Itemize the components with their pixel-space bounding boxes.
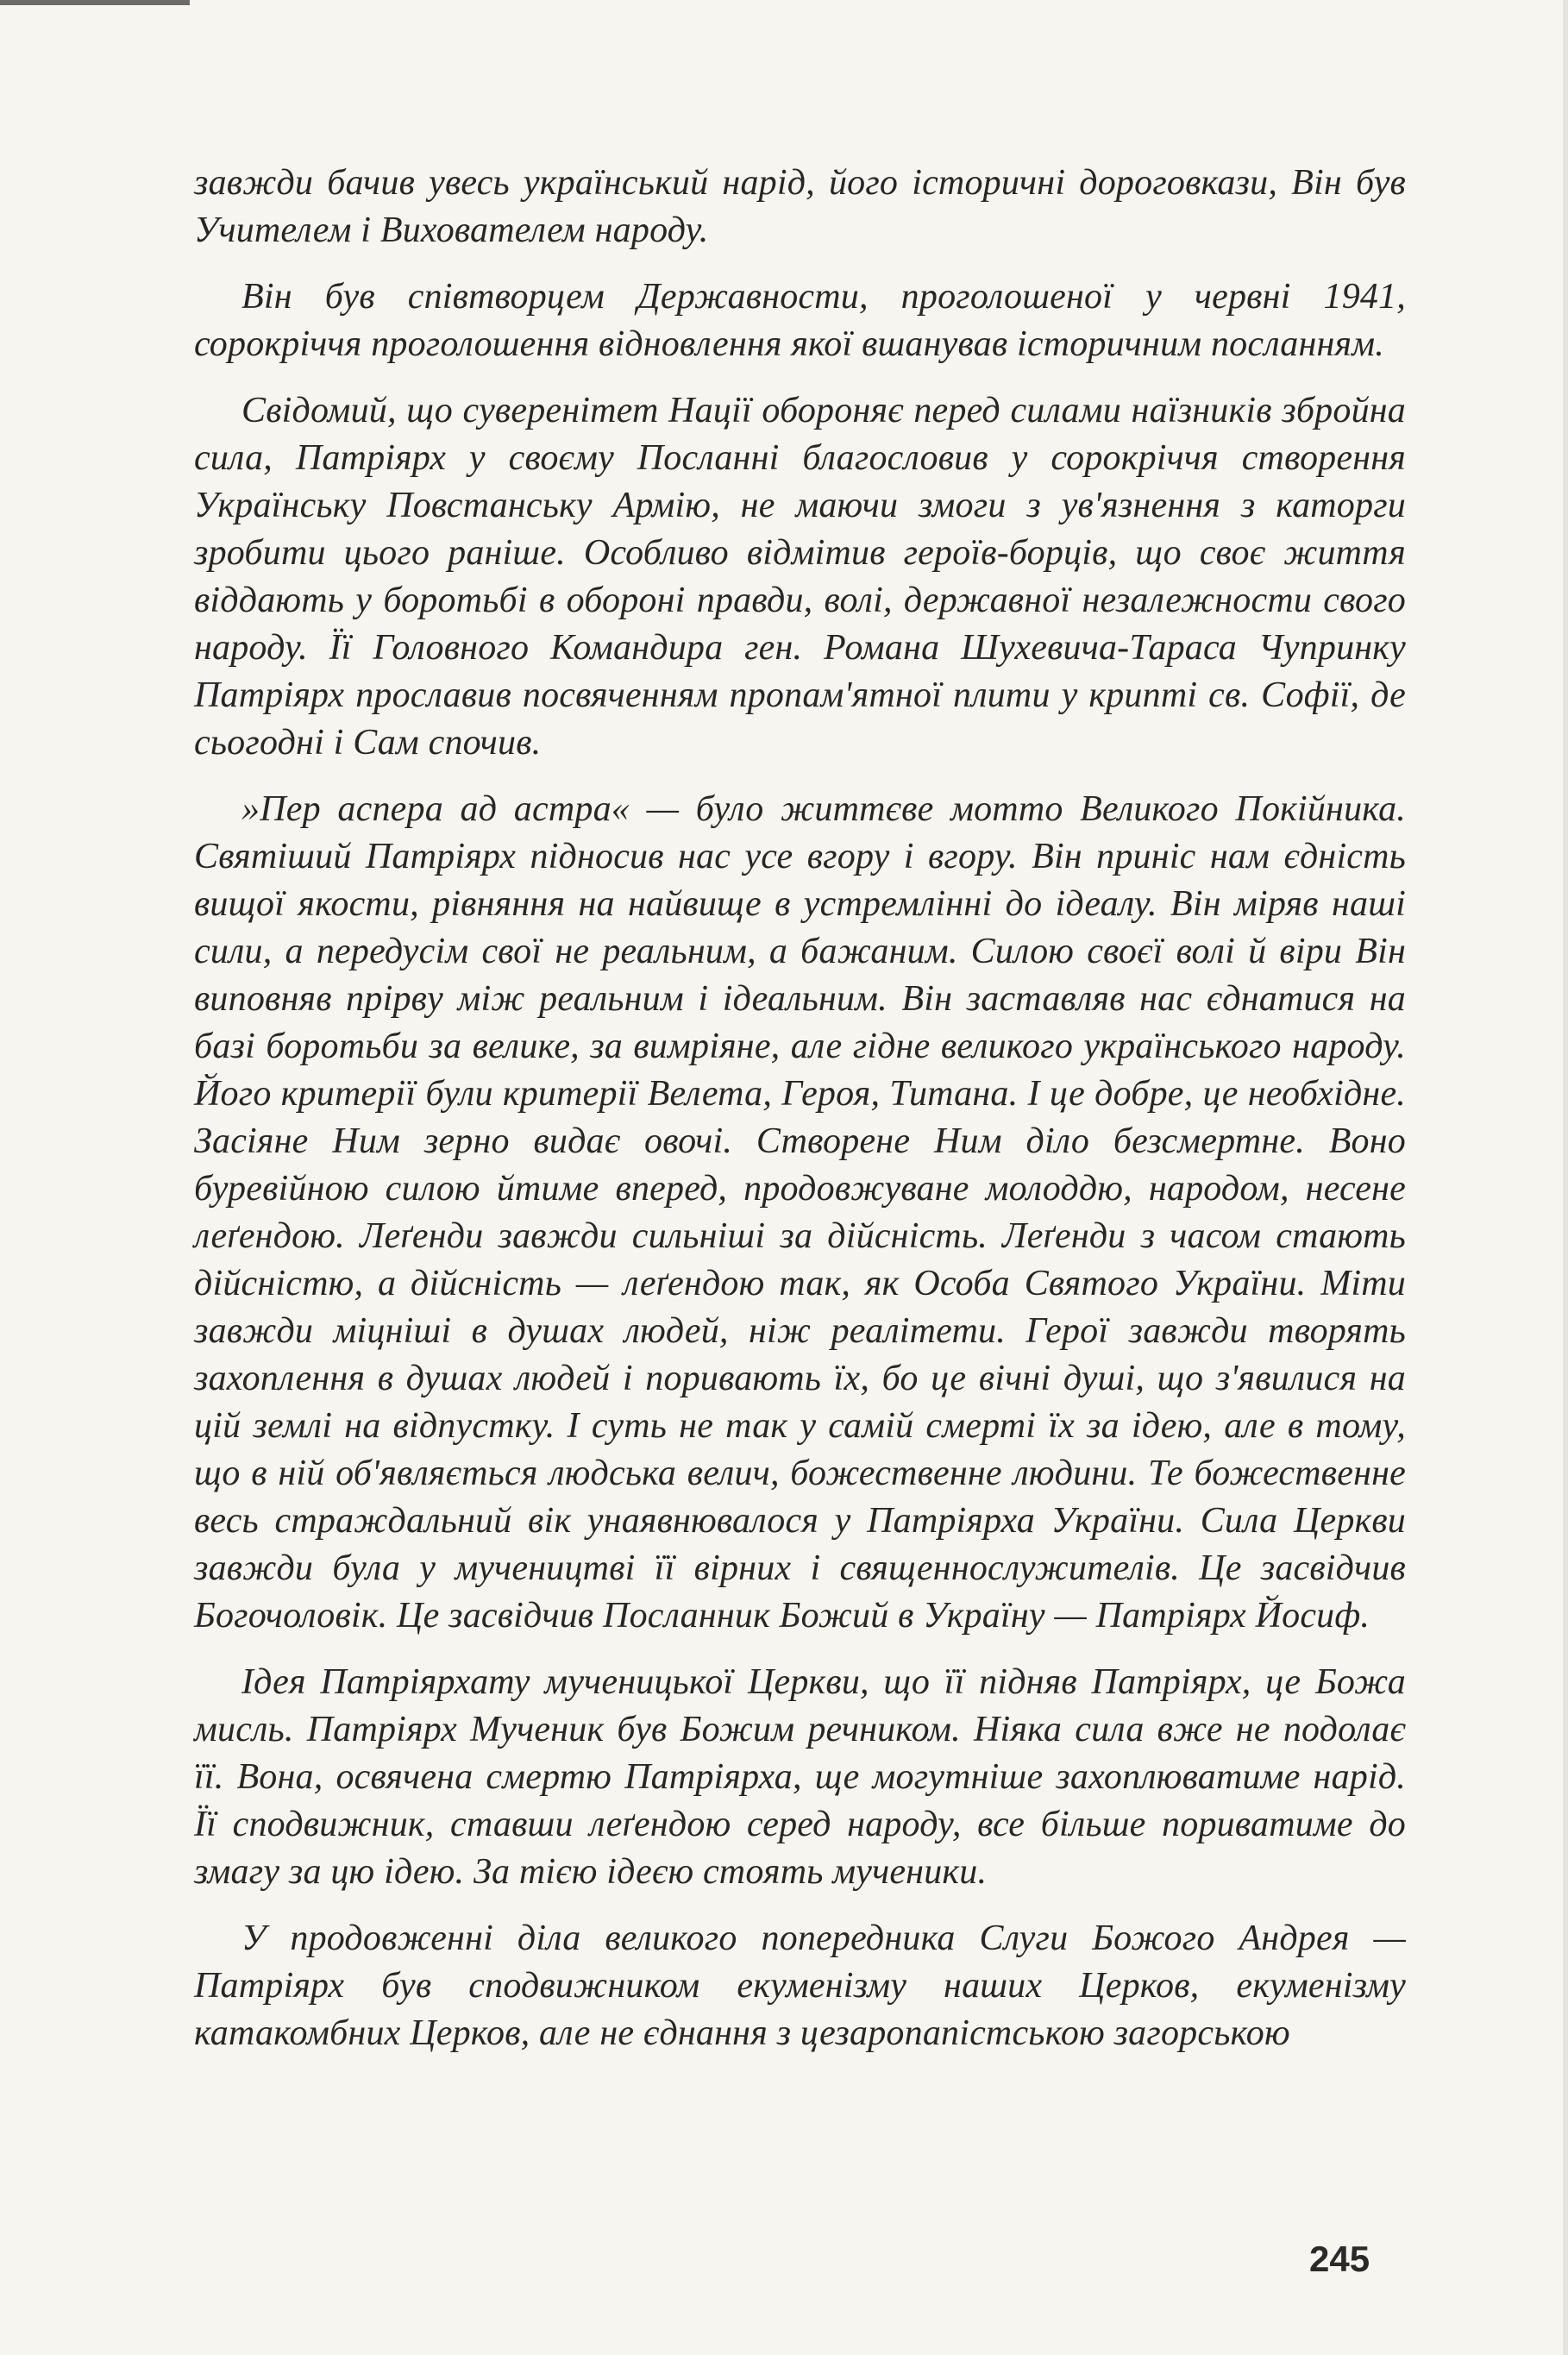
body-text bbox=[194, 160, 1406, 2076]
paragraph-2: Він був співтворцем Державности, проголошеної у червні 1941, сорокріччя проголошення відновлення якої вшанував історичним посланням. bbox=[194, 277, 1406, 364]
paragraph-5: Ідея Патріярхату мученицької Церкви, що її підняв Патріярх, це Божа мисль. Патріярх Мученик був Божим речником. Ніяка сила вже не подолає її. Вона, освячена смертю Патріярха, ще могутніше захоплюватиме нарід. Її сподвижник, ставши леґендою серед народу, все більше пориватиме до змагу за цю ідею. За тією ідеєю стоять мученики. bbox=[194, 1662, 1406, 1892]
page-edge-shadow bbox=[1563, 0, 1568, 2355]
paragraph-3: Свідомий, що суверенітет Нації обороняє перед силами наїзників збройна сила, Патріярх у своєму Посланні благословив у сорокріччя створення Українську Повстанську Армію, не маючи змоги з ув'язнення з каторги зробити цього раніше. Особливо відмітив героїв-борців, що своє життя віддають у боротьбі в обороні правди, волі, державної незалежности свого народу. Її Головного Командира ген. Романа Шухевича-Тараса Чупринку Патріярх прославив посвяченням пропам'ятної плити у крипті св. Софії, де сьогодні і Сам спочив. bbox=[194, 391, 1406, 763]
page-number: 245 bbox=[1309, 2239, 1370, 2279]
paragraph-4: »Пер аспера ад астра« — було життєве мотто Великого Покійника. Святіший Патріярх підносив нас усе вгору і вгору. Він приніс нам єдність вищої якости, рівняння на найвище в устремлінні до ідеалу. Він міряв наші сили, а передусім свої не реальним, а бажаним. Силою своєї волі й віри Він виповняв прірву між реальним і ідеальним. Він заставляв нас єднатися на базі боротьби за велике, за вимріяне, але гідне великого українського народу. Його критерії були критерії Велета, Героя, Титана. І це добре, це необхідне. Засіяне Ним зерно видає овочі. Створене Ним діло безсмертне. Воно буревійною силою йтиме вперед, продовжуване молоддю, народом, несене леґендою. Леґенди завжди сильніші за дійсність. Леґенди з часом стають дійсністю, а дійсність — леґендою так, як Особа Святого України. Міти завжди міцніші в душах людей, ніж реалітети. Герої завжди творять захоплення в душах людей і поривають їх, бо це вічні душі, що з'явилися на цій землі на відпустку. І суть не так у самій смерті їх за ідею, але в тому, що в ній об'являється людська велич, божественне людини. Те божественне весь страждальний вік унаявнювалося у Патріярха України. Сила Церкви завжди була у мучеництві її вірних і священнослужителів. Це засвідчив Богочоловік. Це засвідчив Посланник Божий в Україну — Патріярх Йосиф. bbox=[194, 789, 1406, 1636]
paragraph-1: завжди бачив увесь український нарід, його історичні дороговкази, Він був Учителем і Вихователем народу. bbox=[194, 163, 1406, 250]
paragraph-6: У продовженні діла великого попередника Слуги Божого Андрея — Патріярх був сподвижником екуменізму наших Церков, екуменізму катакомбних Церков, але не єднання з цезаропапістською загорською bbox=[194, 1919, 1406, 2053]
scan-edge-mark bbox=[0, 0, 190, 5]
